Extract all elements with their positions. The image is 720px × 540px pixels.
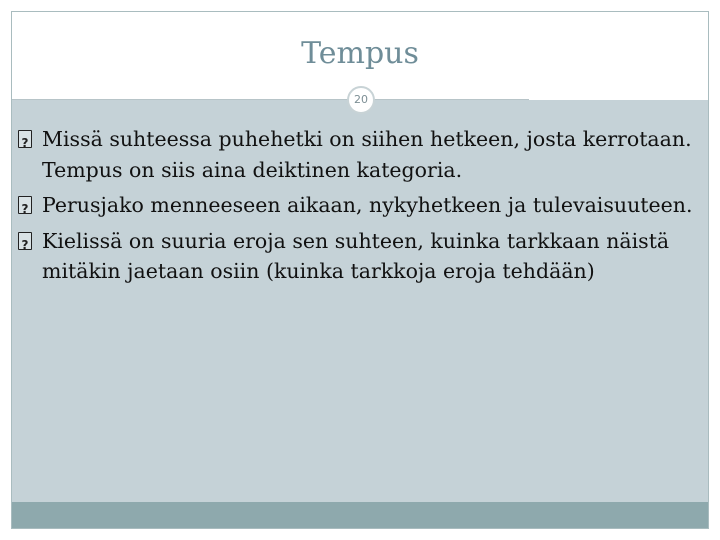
slide-title: Tempus: [301, 36, 419, 71]
slide: [11, 11, 709, 529]
bullet-list: [12, 124, 709, 292]
bullet-text: Kielissä on suuria eroja sen suhteen, kuinka tarkkaan näistä mitäkin jaetaan osiin (kuinka tarkkoja eroja tehdään): [42, 228, 670, 283]
bullet-text: Missä suhteessa puhehetki on siihen hetkeen, josta kerrotaan. Tempus on siis aina deiktinen kategoria.: [42, 127, 692, 182]
footer-bar: [12, 502, 708, 528]
page-number-badge: 20: [347, 86, 375, 114]
missing-glyph-box-icon: [18, 130, 32, 148]
title-divider-left: [12, 99, 350, 100]
bullet-item: [12, 190, 709, 221]
bullet-item: [12, 226, 709, 287]
bullet-item: [12, 124, 709, 185]
missing-glyph-box-icon: [18, 196, 32, 214]
title-divider-right: [374, 99, 529, 100]
missing-glyph-box-icon: [18, 232, 32, 250]
bullet-text: Perusjako menneeseen aikaan, nykyhetkeen ja tulevaisuuteen.: [42, 193, 693, 217]
